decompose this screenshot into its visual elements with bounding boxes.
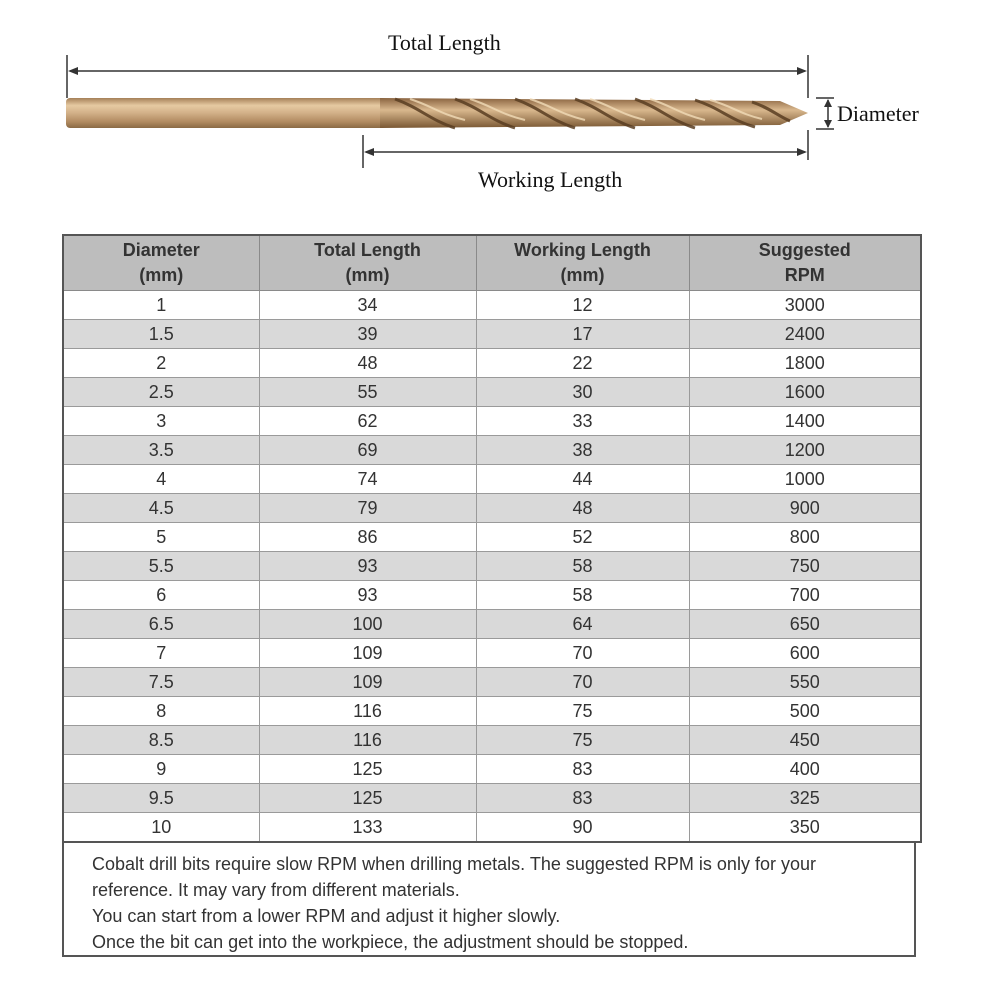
working-length-dimension — [363, 130, 808, 168]
table-row — [63, 407, 921, 436]
working-length-cell: 33 — [476, 407, 689, 436]
total-length-cell: 93 — [259, 552, 476, 581]
table-row — [63, 465, 921, 494]
header-line: (mm) — [345, 265, 390, 285]
table-row — [63, 436, 921, 465]
total-length-cell: 55 — [259, 378, 476, 407]
total-length-label: Total Length — [388, 30, 501, 55]
rpm-cell: 700 — [689, 581, 921, 610]
header-suggested-rpm — [689, 235, 921, 291]
table-row — [63, 291, 921, 320]
diameter-cell: 6 — [63, 581, 259, 610]
table-row — [63, 610, 921, 639]
rpm-cell: 1200 — [689, 436, 921, 465]
working-length-cell: 83 — [476, 784, 689, 813]
working-length-cell: 12 — [476, 291, 689, 320]
diameter-cell: 1 — [63, 291, 259, 320]
rpm-cell: 600 — [689, 639, 921, 668]
table-row — [63, 349, 921, 378]
rpm-cell: 800 — [689, 523, 921, 552]
notes-box — [62, 843, 916, 957]
working-length-cell: 52 — [476, 523, 689, 552]
rpm-cell: 1000 — [689, 465, 921, 494]
rpm-cell: 1800 — [689, 349, 921, 378]
total-length-cell: 125 — [259, 784, 476, 813]
total-length-cell: 62 — [259, 407, 476, 436]
total-length-cell: 116 — [259, 726, 476, 755]
table-row — [63, 639, 921, 668]
rpm-cell: 325 — [689, 784, 921, 813]
table-row — [63, 523, 921, 552]
total-length-cell: 109 — [259, 668, 476, 697]
rpm-cell: 1600 — [689, 378, 921, 407]
table-row — [63, 813, 921, 843]
working-length-cell: 90 — [476, 813, 689, 843]
note-line: Cobalt drill bits require slow RPM when drilling metals. The suggested RPM is only for your — [92, 854, 816, 874]
rpm-cell: 500 — [689, 697, 921, 726]
total-length-cell: 74 — [259, 465, 476, 494]
diameter-cell: 2.5 — [63, 378, 259, 407]
header-line: (mm) — [560, 265, 605, 285]
total-length-cell: 86 — [259, 523, 476, 552]
total-length-cell: 93 — [259, 581, 476, 610]
diameter-cell: 3 — [63, 407, 259, 436]
table-row — [63, 726, 921, 755]
table-row — [63, 494, 921, 523]
diameter-cell: 8 — [63, 697, 259, 726]
rpm-cell: 1400 — [689, 407, 921, 436]
diameter-dimension — [816, 98, 834, 129]
note-line: reference. It may vary from different materials. — [92, 880, 460, 900]
total-length-cell: 100 — [259, 610, 476, 639]
header-working-length — [476, 235, 689, 291]
diameter-cell: 4 — [63, 465, 259, 494]
diameter-cell: 9.5 — [63, 784, 259, 813]
header-line: Diameter — [122, 240, 200, 260]
table-header-row — [63, 235, 921, 291]
rpm-cell: 2400 — [689, 320, 921, 349]
diameter-cell: 5 — [63, 523, 259, 552]
total-length-cell: 109 — [259, 639, 476, 668]
rpm-cell: 900 — [689, 494, 921, 523]
note-line: Once the bit can get into the workpiece, the adjustment should be stopped. — [92, 932, 689, 952]
working-length-cell: 30 — [476, 378, 689, 407]
spec-table — [62, 234, 922, 843]
table-row — [63, 755, 921, 784]
header-diameter — [63, 235, 259, 291]
total-length-cell: 69 — [259, 436, 476, 465]
rpm-cell: 450 — [689, 726, 921, 755]
header-line: Total Length — [314, 240, 421, 260]
header-line: (mm) — [139, 265, 184, 285]
working-length-cell: 44 — [476, 465, 689, 494]
table-row — [63, 378, 921, 407]
working-length-cell: 75 — [476, 726, 689, 755]
table-row — [63, 668, 921, 697]
total-length-cell: 125 — [259, 755, 476, 784]
working-length-cell: 64 — [476, 610, 689, 639]
header-total-length — [259, 235, 476, 291]
rpm-cell: 750 — [689, 552, 921, 581]
working-length-cell: 70 — [476, 668, 689, 697]
total-length-cell: 34 — [259, 291, 476, 320]
diameter-cell: 6.5 — [63, 610, 259, 639]
total-length-cell: 48 — [259, 349, 476, 378]
working-length-cell: 70 — [476, 639, 689, 668]
diameter-cell: 9 — [63, 755, 259, 784]
rpm-cell: 400 — [689, 755, 921, 784]
table-row — [63, 320, 921, 349]
rpm-cell: 3000 — [689, 291, 921, 320]
working-length-cell: 83 — [476, 755, 689, 784]
working-length-cell: 17 — [476, 320, 689, 349]
header-line: RPM — [784, 265, 825, 285]
diameter-cell: 7 — [63, 639, 259, 668]
diameter-cell: 5.5 — [63, 552, 259, 581]
spec-table-body — [63, 291, 921, 843]
working-length-cell: 58 — [476, 552, 689, 581]
working-length-cell: 58 — [476, 581, 689, 610]
header-line: Suggested — [758, 240, 851, 260]
diameter-cell: 3.5 — [63, 436, 259, 465]
table-row — [63, 697, 921, 726]
table-row — [63, 581, 921, 610]
working-length-cell: 38 — [476, 436, 689, 465]
total-length-dimension — [67, 55, 808, 98]
drill-bit-diagram — [0, 0, 1000, 230]
total-length-cell: 116 — [259, 697, 476, 726]
rpm-cell: 350 — [689, 813, 921, 843]
diameter-cell: 10 — [63, 813, 259, 843]
working-length-cell: 22 — [476, 349, 689, 378]
rpm-cell: 650 — [689, 610, 921, 639]
diameter-label: Diameter — [837, 101, 919, 126]
table-row — [63, 784, 921, 813]
total-length-cell: 79 — [259, 494, 476, 523]
table-row — [63, 552, 921, 581]
working-length-cell: 48 — [476, 494, 689, 523]
diameter-cell: 8.5 — [63, 726, 259, 755]
spec-table-container — [62, 234, 920, 957]
diameter-cell: 2 — [63, 349, 259, 378]
header-line: Working Length — [514, 240, 651, 260]
total-length-cell: 39 — [259, 320, 476, 349]
drill-shank — [66, 98, 386, 128]
working-length-cell: 75 — [476, 697, 689, 726]
total-length-cell: 133 — [259, 813, 476, 843]
rpm-cell: 550 — [689, 668, 921, 697]
working-length-label: Working Length — [478, 167, 623, 192]
diameter-cell: 4.5 — [63, 494, 259, 523]
diameter-cell: 1.5 — [63, 320, 259, 349]
note-line: You can start from a lower RPM and adjust it higher slowly. — [92, 906, 561, 926]
drill-bit — [66, 98, 808, 128]
diameter-cell: 7.5 — [63, 668, 259, 697]
